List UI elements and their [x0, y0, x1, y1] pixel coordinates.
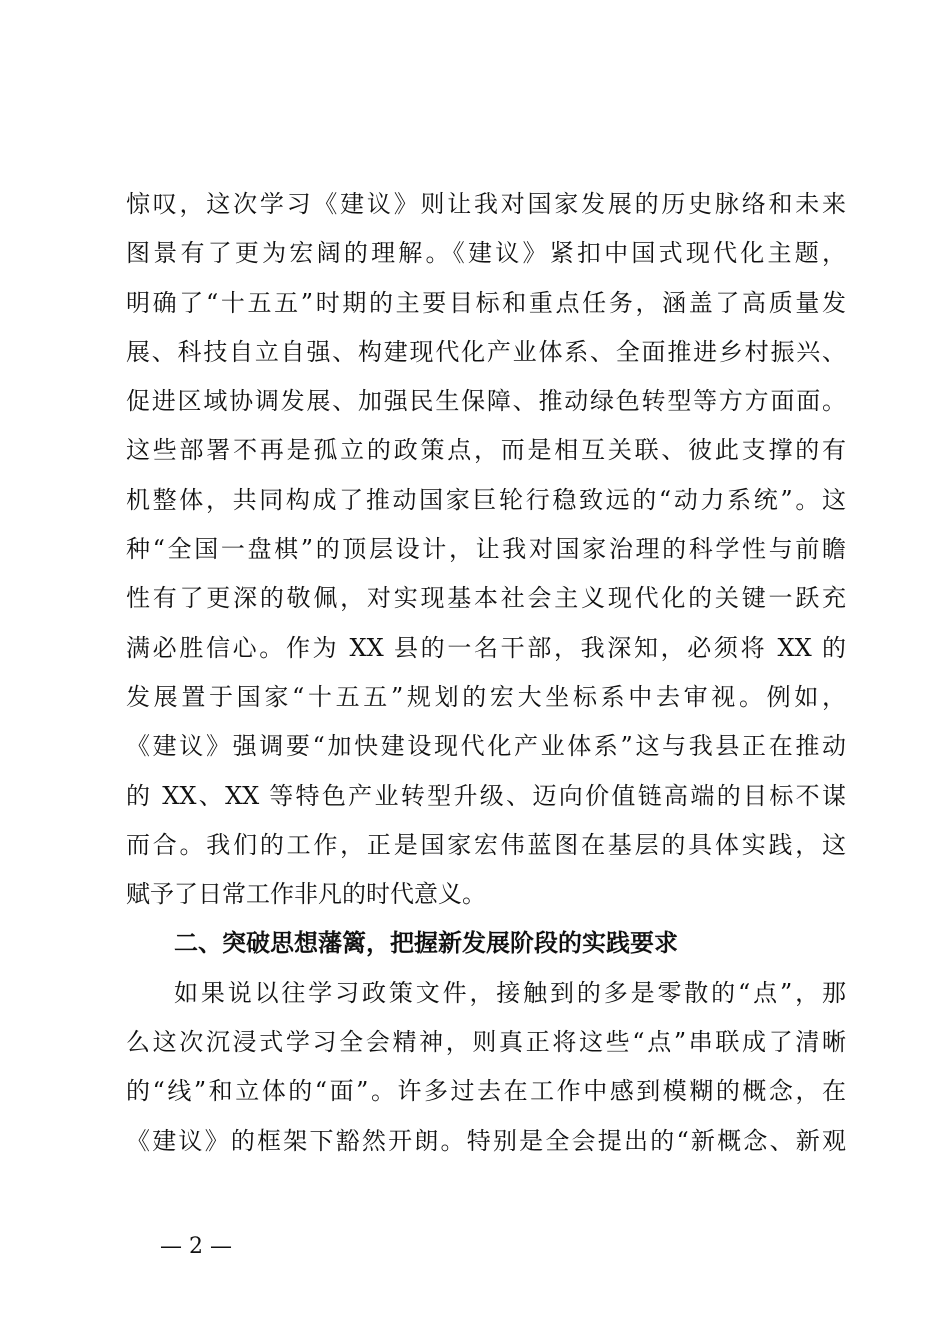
section-heading: 二、突破思想藩篱，把握新发展阶段的实践要求	[174, 929, 678, 958]
paragraph-line: 图景有了更为宏阔的理解。《建议》紧扣中国式现代化主题，	[126, 239, 846, 268]
paragraph-line: 么这次沉浸式学习全会精神，则真正将这些“点”串联成了清晰	[126, 1028, 846, 1057]
paragraph-line: 发展置于国家“十五五”规划的宏大坐标系中去审视。例如，	[126, 682, 846, 711]
paragraph-line: 而合。我们的工作，正是国家宏伟蓝图在基层的具体实践，这	[126, 830, 846, 859]
paragraph-line: 展、科技自立自强、构建现代化产业体系、全面推进乡村振兴、	[126, 337, 846, 366]
document-body	[126, 180, 846, 1166]
paragraph-line: 赋予了日常工作非凡的时代意义。	[126, 880, 486, 909]
page-number: — 2 —	[160, 1234, 232, 1259]
paragraph-line: 如果说以往学习政策文件，接触到的多是零散的“点”，那	[174, 978, 846, 1007]
paragraph-line: 这些部署不再是孤立的政策点，而是相互关联、彼此支撑的有	[126, 436, 846, 465]
paragraph-line: 《建议》的框架下豁然开朗。特别是全会提出的“新概念、新观	[126, 1126, 846, 1155]
paragraph-line: 《建议》强调要“加快建设现代化产业体系”这与我县正在推动	[126, 732, 846, 761]
paragraph-line: 明确了“十五五”时期的主要目标和重点任务，涵盖了高质量发	[126, 288, 846, 317]
paragraph-line: 性有了更深的敬佩，对实现基本社会主义现代化的关键一跃充	[126, 584, 846, 613]
paragraph-line: 促进区域协调发展、加强民生保障、推动绿色转型等方方面面。	[126, 387, 846, 416]
paragraph-line: 惊叹，这次学习《建议》则让我对国家发展的历史脉络和未来	[126, 190, 846, 218]
paragraph-line: 机整体，共同构成了推动国家巨轮行稳致远的“动力系统”。这	[126, 485, 846, 514]
paragraph-line: 种“全国一盘棋”的顶层设计，让我对国家治理的科学性与前瞻	[126, 535, 846, 564]
paragraph-line: 的“线”和立体的“面”。许多过去在工作中感到模糊的概念，在	[126, 1077, 846, 1106]
paragraph-line: 的 XX、XX 等特色产业转型升级、迈向价值链高端的目标不谋	[126, 781, 846, 810]
paragraph-line: 满必胜信心。作为 XX 县的一名干部，我深知，必须将 XX 的	[126, 633, 846, 662]
